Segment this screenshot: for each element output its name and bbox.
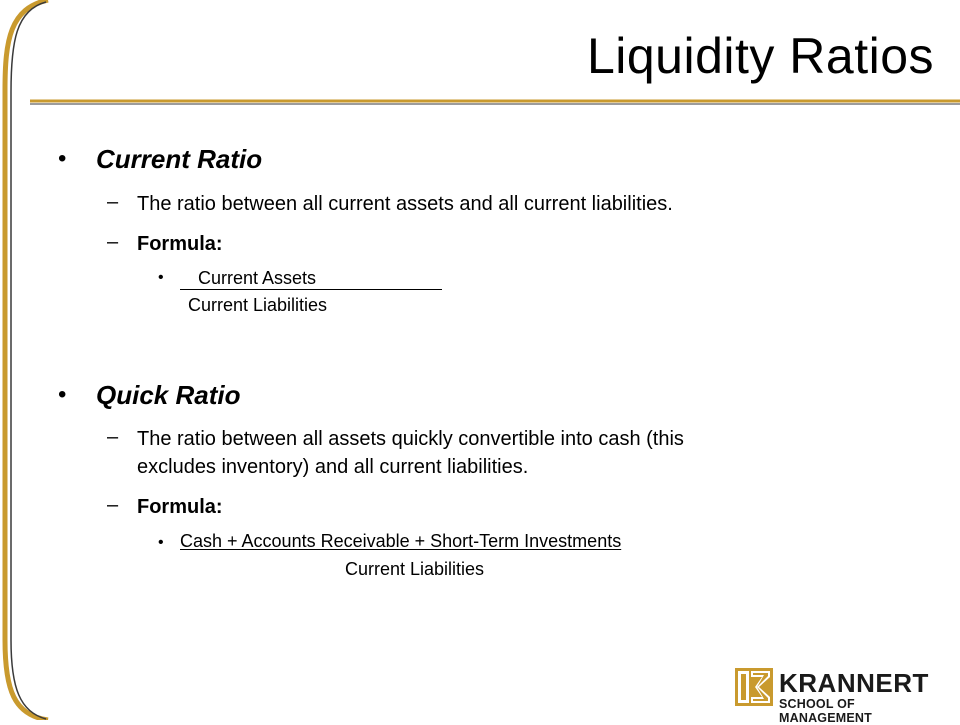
- current-ratio-numerator: Current Assets: [180, 267, 442, 290]
- krannert-logo: [735, 666, 947, 725]
- logo-subtitle: SCHOOL OF MANAGEMENT: [779, 697, 872, 725]
- dash-icon: –: [107, 191, 119, 213]
- dash-icon: –: [107, 426, 119, 448]
- current-ratio-denominator: Current Liabilities: [188, 295, 328, 315]
- quick-ratio-description-line1: The ratio between all assets quickly convertible into cash (this: [137, 428, 684, 450]
- current-ratio-formula-label: Formula:: [137, 233, 223, 255]
- quick-ratio-heading: Quick Ratio: [96, 380, 241, 410]
- dash-icon: –: [107, 231, 119, 253]
- krannert-k-icon: [735, 668, 773, 706]
- frame-curve-inner: [11, 2, 46, 719]
- bullet-icon: •: [158, 269, 164, 286]
- current-ratio-heading: Current Ratio: [96, 144, 263, 174]
- page-title: Liquidity Ratios: [586, 28, 934, 84]
- dash-icon: –: [107, 494, 119, 516]
- logo-name: KRANNERT: [779, 668, 929, 698]
- bullet-icon: •: [58, 381, 67, 408]
- current-ratio-description: The ratio between all current assets and all current liabilities.: [137, 193, 673, 215]
- quick-ratio-formula-label: Formula:: [137, 496, 223, 518]
- bullet-icon: •: [158, 534, 164, 551]
- quick-ratio-description-line2: excludes inventory) and all current liabilities.: [137, 456, 529, 478]
- quick-ratio-denominator: Current Liabilities: [345, 559, 485, 579]
- bullet-icon: •: [58, 145, 67, 172]
- quick-ratio-numerator: Cash + Accounts Receivable + Short-Term Investments: [180, 531, 622, 551]
